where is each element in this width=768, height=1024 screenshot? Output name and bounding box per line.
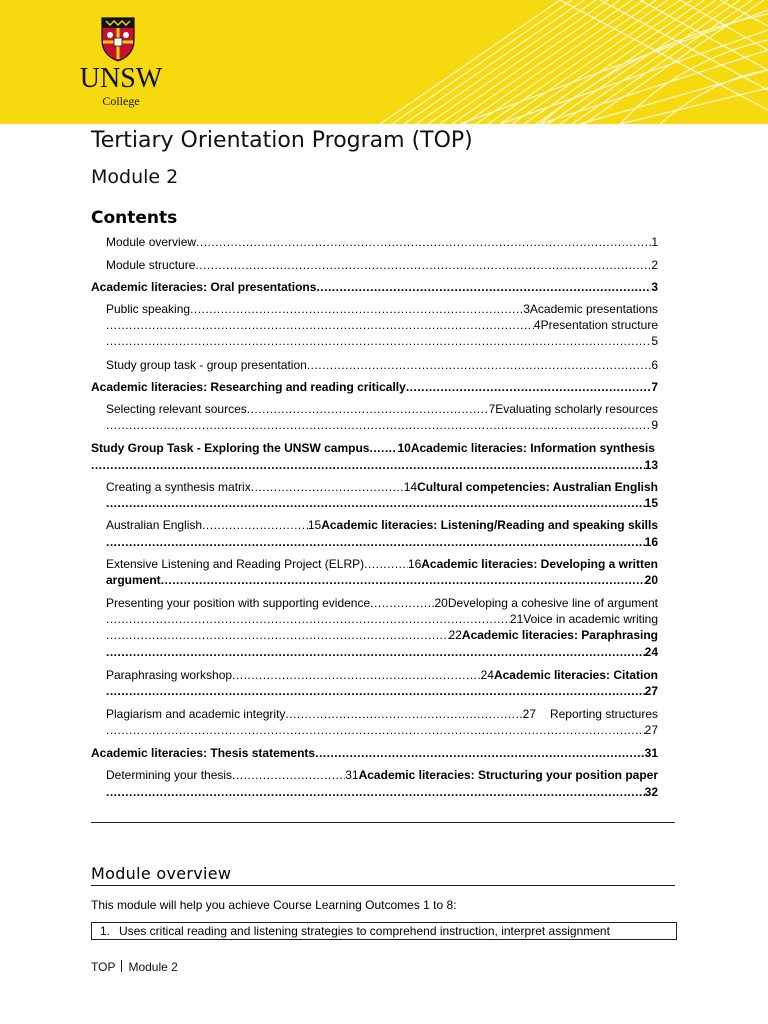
toc-entry-label: Academic literacies: Oral presentations	[91, 280, 317, 294]
toc-entry-label: Paraphrasing workshop	[106, 668, 233, 682]
toc-page-number: 10	[397, 441, 411, 455]
toc-page-number: 32	[644, 785, 658, 799]
toc-entry-label: Voice in academic writing	[523, 612, 658, 626]
toc-entry[interactable]	[106, 684, 658, 699]
toc-leader	[307, 358, 652, 373]
toc-entry[interactable]	[106, 573, 658, 588]
outcomes-table-row	[91, 922, 677, 940]
toc-entry[interactable]	[106, 785, 658, 800]
toc-entry-label: Academic literacies: Researching and reading critically	[91, 380, 406, 394]
toc-page-number: 16	[644, 535, 658, 549]
toc-page-number: 31	[644, 746, 658, 760]
document-title: Tertiary Orientation Program (TOP)	[91, 128, 473, 153]
toc-entry-label: Academic literacies: Information synthesis	[410, 441, 655, 455]
toc-entry[interactable]	[106, 518, 658, 533]
toc-page-number: 9	[651, 418, 658, 432]
toc-entry[interactable]	[106, 302, 658, 317]
toc-leader	[315, 746, 645, 761]
toc-leader	[106, 684, 645, 699]
toc-entry-label: Determining your thesis	[106, 768, 233, 782]
toc-page-number: 27	[522, 707, 536, 721]
toc-page-number: 27	[644, 723, 658, 737]
toc-leader	[190, 302, 523, 317]
toc-leader	[232, 768, 345, 783]
toc-entry-label: Selecting relevant sources	[106, 402, 247, 416]
toc-leader	[406, 380, 652, 395]
toc-entry-label: Module structure	[106, 258, 196, 272]
toc-leader	[251, 480, 404, 495]
toc-entry[interactable]	[91, 280, 658, 295]
toc-leader	[106, 535, 645, 550]
toc-entry[interactable]	[106, 235, 658, 250]
toc-page-number: 15	[307, 518, 322, 532]
unsw-crest-icon	[100, 16, 136, 62]
toc-leader	[370, 596, 434, 611]
toc-leader	[247, 402, 489, 417]
footer-course: TOP	[91, 960, 116, 974]
page-footer	[91, 960, 178, 974]
toc-leader	[369, 441, 397, 456]
toc-entry[interactable]	[106, 496, 658, 511]
toc-entry[interactable]	[91, 458, 658, 473]
logo-subtitle: College	[102, 94, 140, 108]
toc-page-number: 24	[644, 645, 658, 659]
toc-entry-label: Academic literacies: Structuring your position paper	[358, 768, 658, 782]
toc-leader	[106, 496, 645, 511]
toc-entry-label: Academic presentations	[529, 302, 658, 316]
toc-leader	[196, 235, 651, 250]
toc-entry[interactable]	[106, 707, 658, 722]
toc-page-number: 7	[488, 402, 496, 416]
toc-page-number: 16	[407, 557, 422, 571]
module-overview-intro: This module will help you achieve Course Learning Outcomes 1 to 8:	[91, 898, 457, 912]
toc-entry[interactable]	[106, 723, 658, 738]
toc-entry[interactable]	[106, 258, 658, 273]
toc-entry-label: Creating a synthesis matrix	[106, 480, 251, 494]
toc-entry-label: Academic literacies: Listening/Reading and speaking skills	[321, 518, 658, 532]
toc-entry[interactable]	[106, 628, 658, 643]
toc-page-number: 2	[651, 258, 658, 272]
toc-entry-label: Cultural competencies: Australian English	[417, 480, 658, 494]
toc-page-number: 1	[651, 235, 658, 249]
toc-leader	[106, 785, 645, 800]
toc-page-number: 20	[644, 573, 658, 587]
toc-leader	[106, 318, 534, 333]
toc-entry[interactable]	[106, 480, 658, 495]
logo-wordmark: UNSW	[79, 63, 163, 94]
toc-entry[interactable]	[106, 768, 658, 783]
toc-entry-label: Reporting structures	[549, 707, 658, 721]
toc-entry-label: argument	[106, 573, 161, 587]
toc-entry-label: Module overview	[106, 235, 197, 249]
toc-entry[interactable]	[106, 645, 658, 660]
toc-entry-label: Presentation structure	[540, 318, 658, 332]
toc-page-number: 22	[448, 628, 462, 642]
toc-entry[interactable]	[91, 380, 658, 395]
toc-leader	[106, 418, 651, 433]
toc-page-number: 27	[644, 684, 658, 698]
toc-leader	[91, 458, 645, 473]
toc-entry-label: Study Group Task - Exploring the UNSW campus	[91, 441, 370, 455]
toc-entry[interactable]	[106, 418, 658, 433]
toc-entry[interactable]	[106, 334, 658, 349]
toc-page-number: 13	[644, 458, 658, 472]
contents-heading: Contents	[91, 208, 178, 228]
toc-leader	[232, 668, 481, 683]
toc-leader	[106, 723, 645, 738]
toc-page-number: 31	[345, 768, 359, 782]
toc-entry-label: Plagiarism and academic integrity	[106, 707, 286, 721]
toc-page-number: 6	[651, 358, 658, 372]
toc-leader	[106, 334, 651, 349]
toc-entry[interactable]	[106, 358, 658, 373]
toc-entry-label: Extensive Listening and Reading Project (ELRP)	[106, 557, 365, 571]
toc-entry[interactable]	[106, 557, 658, 572]
module-overview-heading: Module overview	[91, 864, 232, 883]
toc-entry-label: Academic literacies: Paraphrasing	[461, 628, 658, 642]
toc-entry-label: Academic literacies: Thesis statements	[91, 746, 316, 760]
toc-leader	[316, 280, 651, 295]
footer-module: Module 2	[128, 960, 178, 974]
toc-page-number: 21	[509, 612, 524, 626]
toc-entry[interactable]	[106, 612, 658, 627]
toc-leader	[202, 518, 308, 533]
toc-leader	[161, 573, 645, 588]
toc-entry-label: Study group task - group presentation	[106, 358, 307, 372]
toc-leader	[364, 557, 408, 572]
page-header	[0, 0, 768, 124]
toc-page-number: 7	[651, 380, 658, 394]
footer-separator	[121, 960, 122, 972]
toc-leader	[106, 645, 645, 660]
toc-page-number: 15	[644, 496, 658, 510]
document-subtitle: Module 2	[91, 166, 179, 188]
toc-page-number: 3	[523, 302, 530, 316]
toc-entry-label: Developing a cohesive line of argument	[447, 596, 658, 610]
toc-leader	[106, 612, 510, 627]
toc-entry-label: Presenting your position with supporting evidence	[106, 596, 371, 610]
toc-page-number: 5	[651, 334, 658, 348]
toc-entry[interactable]	[106, 535, 658, 550]
outcome-text: Uses critical reading and listening strategies to comprehend instruction, interpret assignment	[119, 924, 610, 938]
toc-leader	[106, 628, 449, 643]
toc-page-number: 4	[533, 318, 541, 332]
toc-page-number: 3	[651, 280, 658, 294]
toc-entry-label: Australian English	[106, 518, 203, 532]
toc-page-number: 20	[434, 596, 448, 610]
section-divider	[91, 822, 675, 823]
toc-entry[interactable]	[91, 441, 658, 456]
heading-underline	[91, 885, 675, 886]
toc-page-number: 14	[403, 480, 418, 494]
toc-entry[interactable]	[106, 318, 658, 333]
toc-entry-label: Academic literacies: Developing a written	[421, 557, 658, 571]
toc-entry[interactable]	[91, 746, 658, 761]
toc-leader	[285, 707, 522, 722]
toc-entry[interactable]	[106, 402, 658, 417]
toc-leader	[195, 258, 651, 273]
toc-entry-label: Academic literacies: Citation	[493, 668, 658, 682]
toc-entry[interactable]	[106, 596, 658, 611]
toc-page-number: 24	[480, 668, 494, 682]
outcome-number: 1.	[100, 924, 111, 938]
toc-entry[interactable]	[106, 668, 658, 683]
toc-entry-label: Evaluating scholarly resources	[495, 402, 658, 416]
toc-entry-label: Public speaking	[106, 302, 191, 316]
